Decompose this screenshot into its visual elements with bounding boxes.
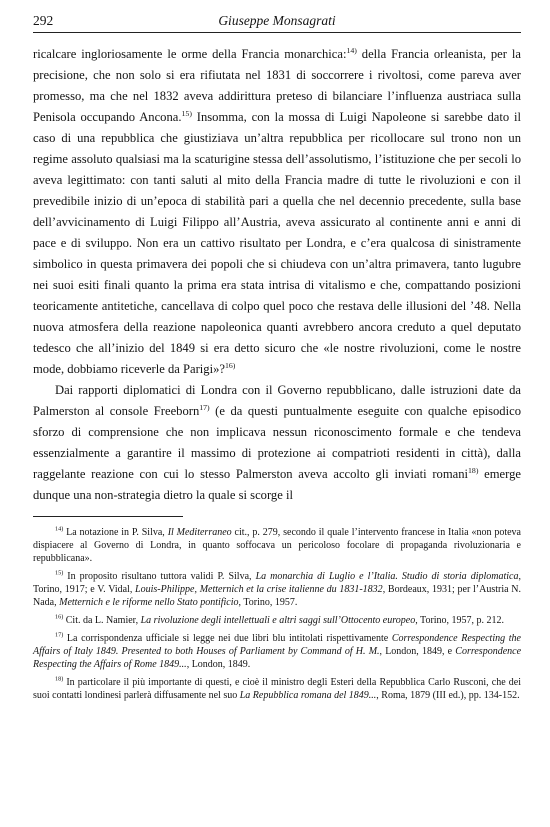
footnote-ref-18: 18): [468, 465, 479, 475]
footnote-title: Louis-Philippe, Metternich et la crise italienne du 1831-1832: [135, 584, 383, 595]
footnote-text: In particolare il più importante di questi, e cioè il ministro degli Esteri della Repubblica Carlo Rusconi, che dei suoi contatti londinesi parlerà diffusamente nel suo: [33, 677, 521, 701]
footnote-text: , London, 1849, e: [379, 646, 456, 657]
footnote-title: Correspondence Respecting the Affairs of Italy 1849. Presented to both Houses of Parliament by Command of H. M.: [33, 633, 521, 657]
footnote-title: Il Mediterraneo: [167, 527, 232, 538]
running-title: Giuseppe Monsagrati: [218, 13, 336, 28]
footnote-text: , Torino, 1957.: [238, 597, 298, 608]
text-run: Insomma, con la mossa di Luigi Napoleone si sarebbe dato il caso di una repubblica che giustiziava un’altra repubblica per ricollocare sul trono non un regime assoluto qualsiasi ma la scaturigine stessa dell’assolutismo, l’istituzione che per secoli lo aveva legittimato: con tanti saluti al mito della Francia madre di tutte le rivoluzioni e con il prevedibile inizio di un’epoca di stabilità pari a quella che nel decennio precedente, sulla base dell’avvicinamento di Luigi Filippo all’Austria, aveva assicurato al continente anni e anni di pace e di sviluppo. Non era un cattivo risultato per Londra, e c’era qualcosa di sinistramente simbolico in questa primavera dei popoli che si chiudeva con un’altra primavera, tanto lugubre nei suoi esiti finali quanto la prima era stata intrisa di vitalismo e che, compattando posizioni teoricamente antitetiche, cancellava di colpo quel poco che restava delle illusioni del ’48. Nella nuova atmosfera della reazione napoleonica quanti avrebbero ancora creduto a quel deputato tedesco che all’inizio del 1849 si era detto sicuro che «le nostre rivoluzioni, come le nostre mode, dobbiamo riceverle da Parigi»?: [33, 110, 521, 376]
footnote-text: , Torino, 1957, p. 212.: [415, 615, 505, 626]
text-run: Dai rapporti diplomatici di Londra con il Governo repubblicano, dalle istruzioni date da Palmerston al console Freeborn: [33, 383, 521, 418]
footnote-title: Correspondence Respecting the Affairs of Rome 1849...: [33, 646, 522, 670]
footnote-text: , Roma, 1879 (III ed.), pp. 134-152.: [376, 690, 520, 701]
footnote-14: [33, 526, 521, 565]
footnote-ref-14: 14): [346, 45, 357, 55]
footnote-title: La monarchia di Luglio e l’Italia. Studio di storia diplomatica: [255, 571, 519, 582]
footnote-text: In proposito risultano tuttora validi P. Silva,: [63, 571, 256, 582]
footnote-text: , London, 1849.: [186, 659, 251, 670]
footnote-ref-17: 17): [199, 402, 210, 412]
footnote-text: , Bordeaux, 1931; per l’Austria N. Nada,: [33, 584, 521, 608]
footnote-title: La Repubblica romana del 1849...: [239, 690, 377, 701]
footnote-number: 18): [55, 675, 64, 683]
footnote-title: Metternich e le riforme nello Stato pontificio: [59, 597, 239, 608]
footnote-18: [33, 676, 521, 702]
footnote-number: 14): [55, 525, 64, 533]
footnote-17: [33, 632, 521, 671]
page-number: 292: [33, 13, 54, 28]
text-run: emerge dunque una non-strategia dietro la quale si scorge il: [33, 467, 521, 502]
footnote-divider: [33, 516, 183, 517]
footnotes-section: [33, 526, 521, 702]
footnote-title: La rivoluzione degli intellettuali e altri saggi sull’Ottocento europeo: [140, 615, 416, 626]
footnote-16: [33, 614, 521, 627]
book-page: [33, 10, 521, 707]
main-text: [33, 44, 521, 506]
footnote-text: cit., p. 279, secondo il quale l’intervento francese in Italia «non poteva dispiacere al Governo di Londra, in quanto soffocava un pericoloso focolare di propaganda rivoluzionaria e repubblicana».: [33, 527, 521, 564]
paragraph-2: [33, 380, 521, 506]
footnote-15: [33, 570, 521, 609]
page-header: [33, 10, 521, 33]
footnote-number: 15): [55, 569, 64, 577]
text-run: ricalcare ingloriosamente le orme della Francia monarchica:: [33, 47, 347, 61]
footnote-ref-15: 15): [181, 108, 192, 118]
text-run: della Francia orleanista, per la precisione, che non solo si era rifiutata nel 1831 di soccorrere i rivoltosi, come pareva aver promesso, ma che nel 1832 aveva addirittura preteso di bilanciare l’influenza austriaca sulla Penisola occupando Ancona.: [33, 47, 521, 124]
text-run: (e da questi puntualmente eseguite con qualche episodico sforzo di comprensione che non implicava nessun riconoscimento formale e che tendeva essenzialmente a garantire il massimo di protezione ai compatrioti residenti in città), dalla raggelante reazione con cui lo stesso Palmerston aveva accolto gli inviati romani: [33, 404, 521, 481]
footnote-number: 17): [55, 631, 64, 639]
footnote-text: La notazione in P. Silva,: [63, 527, 168, 538]
footnote-number: 16): [55, 613, 64, 621]
footnote-ref-16: 16): [225, 360, 236, 370]
footnote-text: La corrispondenza ufficiale si legge nei due libri blu intitolati rispettivamente: [63, 633, 392, 644]
footnote-text: Cit. da L. Namier,: [63, 615, 141, 626]
footnote-text: , Torino, 1917; e V. Vidal,: [33, 571, 521, 595]
paragraph-1: [33, 44, 521, 380]
